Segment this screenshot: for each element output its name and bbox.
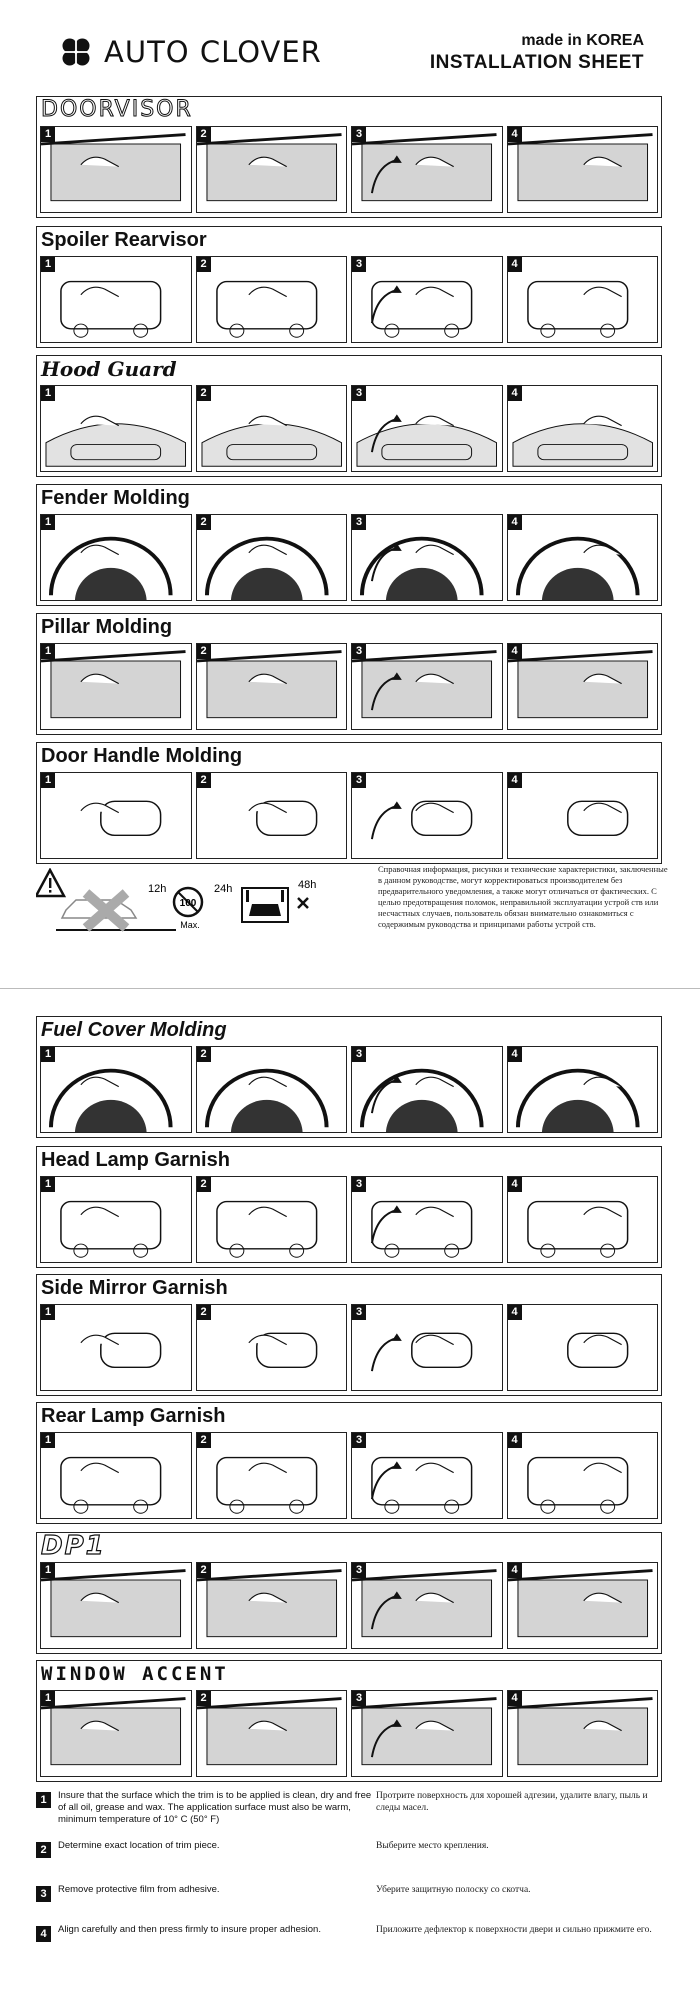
section-fender-molding [36, 484, 662, 606]
step-number-badge: 4 [508, 1047, 522, 1062]
step-text-en: Determine exact location of trim piece. [58, 1840, 220, 1851]
installation-sheet-page-1 [0, 0, 700, 990]
step-panel [507, 256, 659, 343]
step-panel [40, 1304, 192, 1391]
step-panel [351, 772, 503, 859]
step-panels [40, 1690, 658, 1777]
step-panel [507, 1432, 659, 1519]
header [0, 0, 700, 90]
brand-name: AUTO CLOVER [104, 35, 322, 69]
step-number-badge: 1 [41, 1433, 55, 1448]
car-wash-hours: 48h [298, 879, 317, 891]
step-panel [351, 1046, 503, 1133]
step-panel [351, 1690, 503, 1777]
step-panel [196, 1432, 348, 1519]
step-illustration [508, 257, 658, 342]
step-illustration [41, 1177, 191, 1262]
step-panel [507, 385, 659, 472]
section-rear-lamp-garnish [36, 1402, 662, 1524]
step-number-badge: 4 [508, 1691, 522, 1706]
section-title: DOORVISOR [41, 97, 193, 122]
step-illustration [41, 1047, 191, 1132]
step-number-badge: 3 [352, 127, 366, 142]
step-number-badge: 2 [197, 386, 211, 401]
step-number-badge: 2 [197, 1305, 211, 1320]
made-in-label: made in KOREA [521, 32, 644, 49]
section-title: DP1 [41, 1531, 106, 1561]
step-number-badge: 1 [41, 257, 55, 272]
step-illustration [508, 644, 658, 729]
step-panel [40, 126, 192, 213]
step-number-badge: 1 [41, 127, 55, 142]
step-illustration [41, 515, 191, 600]
section-title: Fender Molding [41, 487, 190, 509]
step-illustration [197, 1177, 347, 1262]
step-panel [196, 643, 348, 730]
step-number-badge: 2 [197, 1177, 211, 1192]
step-number-badge: 4 [508, 773, 522, 788]
step-number-badge: 3 [352, 386, 366, 401]
speed-limit-hours: 24h [214, 883, 233, 895]
step-illustration [197, 1047, 347, 1132]
step-panels [40, 1562, 658, 1649]
section-title: Side Mirror Garnish [41, 1277, 228, 1299]
step-panel [196, 385, 348, 472]
step-panel [351, 514, 503, 601]
step-panel [507, 1046, 659, 1133]
step-illustration [197, 515, 347, 600]
step-number-badge: 4 [508, 1305, 522, 1320]
step-number-badge: 1 [41, 1563, 55, 1578]
step-panel [507, 514, 659, 601]
step-panel [351, 256, 503, 343]
step-illustration [352, 127, 502, 212]
section-title: WINDOW ACCENT [41, 1663, 229, 1685]
step-illustration [508, 1563, 658, 1648]
step-illustration [41, 257, 191, 342]
step-number: 2 [36, 1842, 51, 1858]
step-text-ru: Приложите дефлектор к поверхности двери и сильно прижмите его. [376, 1925, 652, 1935]
step-illustration [197, 127, 347, 212]
step-illustration [508, 127, 658, 212]
cross-icon [298, 898, 308, 908]
step-illustration [508, 1177, 658, 1262]
step-number-badge: 3 [352, 1691, 366, 1706]
step-illustration [508, 386, 658, 471]
step-number-badge: 4 [508, 1563, 522, 1578]
section-door-handle-molding [36, 742, 662, 864]
step-illustration [41, 1305, 191, 1390]
step-text-en: Align carefully and then press firmly to insure proper adhesion. [58, 1924, 321, 1935]
speed-limit-icon [174, 888, 202, 930]
step-number-badge: 2 [197, 644, 211, 659]
section-dp1 [36, 1532, 662, 1654]
step-panels [40, 1046, 658, 1133]
step-number-badge: 3 [352, 1433, 366, 1448]
speed-limit-value: 100 [179, 898, 197, 909]
step-panel [507, 1690, 659, 1777]
step-panel [351, 1432, 503, 1519]
step-panel [196, 1562, 348, 1649]
russian-disclaimer: Справочная информация, рисунки и технические характеристики, заключенные в данном руководстве, могут корректироваться производителем без предварительного уведомления, а также могут отличаться от фактических. С целью предотвращения поломок, неправильной эксплуатации устрой ств или несчастных случаев, пользователь обязан внимательно ознакомиться с содержимым руководства и принципами работы устрой ств. [378, 864, 668, 929]
step-number: 1 [36, 1792, 51, 1808]
step-panels [40, 772, 658, 859]
step-illustration [197, 257, 347, 342]
step-text-ru: Протрите поверхность для хорошей адгезии, удалите влагу, пыль и следы масел. [376, 1791, 648, 1813]
section-title: Pillar Molding [41, 616, 173, 638]
step-panels [40, 1304, 658, 1391]
step-illustration [508, 773, 658, 858]
step-panels [40, 1432, 658, 1519]
page-divider [0, 988, 700, 989]
step-panel [40, 256, 192, 343]
instruction-steps [36, 1790, 666, 1970]
step-illustration [508, 1433, 658, 1518]
clover-icon [58, 34, 94, 70]
step-number-badge: 4 [508, 644, 522, 659]
step-illustration [41, 127, 191, 212]
step-number-badge: 4 [508, 515, 522, 530]
step-illustration [41, 1691, 191, 1776]
step-number-badge: 3 [352, 1563, 366, 1578]
step-panel [196, 772, 348, 859]
step-number-badge: 1 [41, 515, 55, 530]
step-illustration [508, 1691, 658, 1776]
step-panel [351, 385, 503, 472]
step-number-badge: 2 [197, 773, 211, 788]
step-number: 3 [36, 1886, 51, 1902]
section-head-lamp-garnish [36, 1146, 662, 1268]
step-illustration [352, 1047, 502, 1132]
step-panel [40, 514, 192, 601]
step-illustration [197, 773, 347, 858]
step-number-badge: 4 [508, 1433, 522, 1448]
step-number: 4 [36, 1926, 51, 1942]
step-number-badge: 4 [508, 127, 522, 142]
step-number-badge: 3 [352, 773, 366, 788]
step-illustration [352, 515, 502, 600]
step-panel [507, 643, 659, 730]
step-illustration [352, 386, 502, 471]
step-number-badge: 3 [352, 1305, 366, 1320]
no-wash-icon [56, 893, 176, 930]
section-side-mirror-garnish [36, 1274, 662, 1396]
step-panel [196, 1046, 348, 1133]
step-panel [351, 1304, 503, 1391]
step-text-ru: Уберите защитную полоску со скотча. [376, 1885, 531, 1895]
step-panel [507, 1176, 659, 1263]
step-illustration [41, 644, 191, 729]
section-title: Hood Guard [41, 357, 177, 381]
step-panel [40, 1432, 192, 1519]
step-panel [40, 1562, 192, 1649]
step-number-badge: 4 [508, 1177, 522, 1192]
step-illustration [41, 1433, 191, 1518]
step-illustration [352, 644, 502, 729]
section-spoiler-rearvisor [36, 226, 662, 348]
section-door-visor [36, 96, 662, 218]
step-panel [40, 1046, 192, 1133]
step-number-badge: 2 [197, 1433, 211, 1448]
step-illustration [352, 257, 502, 342]
step-text-en: Insure that the surface which the trim is to be applied is clean, dry and free of all oil, grease and wax. The application surface must also be warm, minimum temperature of 10° C (50° F) [58, 1790, 372, 1825]
step-panel [196, 1690, 348, 1777]
step-illustration [352, 773, 502, 858]
step-number-badge: 3 [352, 1177, 366, 1192]
step-illustration [197, 1433, 347, 1518]
step-illustration [197, 386, 347, 471]
section-title: Rear Lamp Garnish [41, 1405, 226, 1427]
section-title: Head Lamp Garnish [41, 1149, 230, 1171]
step-number-badge: 2 [197, 1047, 211, 1062]
step-number-badge: 1 [41, 644, 55, 659]
step-number-badge: 1 [41, 1177, 55, 1192]
step-number-badge: 2 [197, 1691, 211, 1706]
speed-limit-label: Max. [180, 920, 200, 930]
step-illustration [197, 1563, 347, 1648]
warning-triangle-icon [36, 870, 64, 896]
step-panel [507, 126, 659, 213]
step-number-badge: 2 [197, 257, 211, 272]
step-panel [196, 1176, 348, 1263]
warning-row [36, 868, 366, 948]
step-number-badge: 4 [508, 257, 522, 272]
step-panel [351, 643, 503, 730]
step-number-badge: 1 [41, 1305, 55, 1320]
step-illustration [41, 773, 191, 858]
step-number-badge: 1 [41, 386, 55, 401]
step-panel [196, 1304, 348, 1391]
step-panel [507, 1562, 659, 1649]
section-hood-guard [36, 355, 662, 477]
step-illustration [508, 1305, 658, 1390]
step-panel [351, 126, 503, 213]
step-panels [40, 385, 658, 472]
step-illustration [508, 1047, 658, 1132]
section-window-accent [36, 1660, 662, 1782]
step-panels [40, 256, 658, 343]
step-panel [507, 772, 659, 859]
step-illustration [352, 1305, 502, 1390]
step-illustration [41, 1563, 191, 1648]
step-panel [196, 514, 348, 601]
step-panel [40, 1176, 192, 1263]
step-panels [40, 643, 658, 730]
section-title: Door Handle Molding [41, 745, 243, 767]
step-panels [40, 126, 658, 213]
step-number-badge: 3 [352, 257, 366, 272]
step-number-badge: 2 [197, 515, 211, 530]
step-panel [40, 772, 192, 859]
step-illustration [352, 1433, 502, 1518]
step-number-badge: 4 [508, 386, 522, 401]
sheet-title: INSTALLATION SHEET [429, 52, 644, 73]
step-illustration [352, 1177, 502, 1262]
step-panel [40, 385, 192, 472]
step-number-badge: 2 [197, 1563, 211, 1578]
car-wash-icon [242, 888, 288, 922]
step-illustration [508, 515, 658, 600]
step-panel [40, 1690, 192, 1777]
step-number-badge: 1 [41, 1691, 55, 1706]
step-number-badge: 1 [41, 773, 55, 788]
step-panels [40, 1176, 658, 1263]
step-number-badge: 3 [352, 644, 366, 659]
step-panel [40, 643, 192, 730]
step-number-badge: 3 [352, 1047, 366, 1062]
step-panel [351, 1562, 503, 1649]
section-pillar-molding [36, 613, 662, 735]
step-panel [196, 126, 348, 213]
step-illustration [41, 386, 191, 471]
step-panel [351, 1176, 503, 1263]
step-text-ru: Выберите место крепления. [376, 1841, 489, 1851]
step-panels [40, 514, 658, 601]
step-text-en: Remove protective film from adhesive. [58, 1884, 220, 1895]
step-number-badge: 3 [352, 515, 366, 530]
section-title: Spoiler Rearvisor [41, 229, 207, 251]
no-wash-hours: 12h [148, 883, 167, 895]
step-illustration [197, 1305, 347, 1390]
step-illustration [352, 1691, 502, 1776]
step-panel [507, 1304, 659, 1391]
section-title: Fuel Cover Molding [41, 1019, 227, 1041]
step-number-badge: 2 [197, 127, 211, 142]
step-illustration [197, 1691, 347, 1776]
brand-logo [58, 34, 322, 70]
step-number-badge: 1 [41, 1047, 55, 1062]
step-panel [196, 256, 348, 343]
step-illustration [352, 1563, 502, 1648]
section-fuel-cover-molding [36, 1016, 662, 1138]
step-illustration [197, 644, 347, 729]
